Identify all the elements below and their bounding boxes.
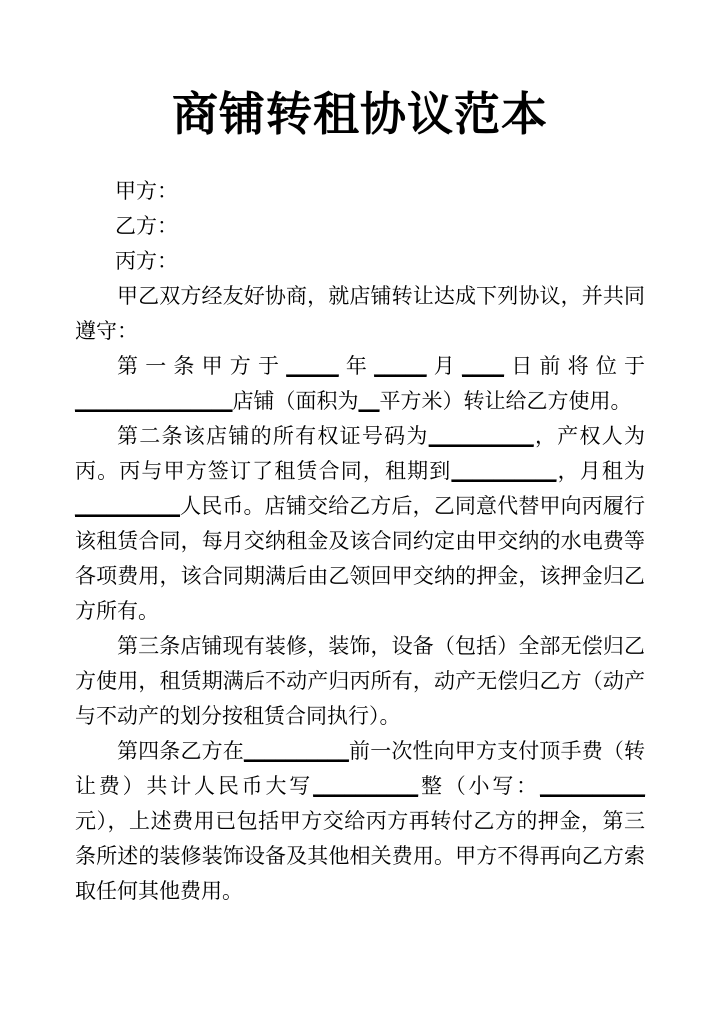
text-run: 日前将位于 [504, 354, 646, 378]
text-run: ，月租为 [556, 459, 646, 483]
text-run: 第四条乙方在 [117, 739, 244, 763]
text-run: ，产权人为丙。丙与甲方签订了租赁合同，租期到 [75, 424, 646, 483]
article-1-paragraph [75, 349, 645, 419]
text-run: 月 [426, 354, 463, 378]
party-line-yifang: 乙方： [115, 214, 178, 238]
fill-in-blank[interactable]: __________ [540, 774, 645, 798]
fill-in-blank[interactable]: _____ [374, 354, 427, 378]
fill-in-blank[interactable]: __ [358, 389, 380, 413]
fill-in-blank[interactable]: _______________ [75, 389, 233, 413]
fill-in-blank[interactable]: __________ [243, 739, 349, 763]
party-line-jiafang: 甲方： [115, 179, 178, 203]
preamble-paragraph: 甲乙双方经友好协商，就店铺转让达成下列协议，并共同遵守： [75, 284, 645, 343]
party-line-bingfang: 丙方： [115, 249, 178, 273]
text-run: 整（小写： [418, 774, 540, 798]
article-3-paragraph [75, 629, 645, 734]
document-body [75, 138, 645, 909]
text-run: 年 [338, 354, 375, 378]
fill-in-blank[interactable]: _____ [286, 354, 339, 378]
article-4-paragraph [75, 734, 645, 909]
article-2-paragraph [75, 419, 645, 629]
text-run: 第二条该店铺的所有权证号码为 [117, 424, 429, 448]
text-run: 元），上述费用已包括甲方交给丙方再转付乙方的押金，第三条所述的装修装饰设备及其他相关费用。甲方不得再向乙方索取任何其他费用。 [75, 809, 645, 903]
page-title: 商铺转租协议范本 [172, 89, 548, 140]
text-run: 人民币。店铺交给乙方后，乙同意代替甲向丙履行该租赁合同，每月交纳租金及该合同约定由甲交纳的水电费等各项费用，该合同期满后由乙领回甲交纳的押金，该押金归乙方所有。 [75, 494, 645, 623]
fill-in-blank[interactable]: __________ [75, 494, 180, 518]
text-run: 平方米）转让给乙方使用。 [379, 389, 632, 413]
text-run: 第一条甲方于 [117, 354, 287, 378]
text-run: 店铺（面积为 [232, 389, 359, 413]
fill-in-blank[interactable]: ____ [462, 354, 505, 378]
fill-in-blank[interactable]: __________ [313, 774, 419, 798]
text-run: 前一次性向甲方支付顶手费（转让费）共计人民币大写 [75, 739, 646, 798]
fill-in-blank[interactable]: __________ [428, 424, 534, 448]
fill-in-blank[interactable]: __________ [451, 459, 557, 483]
text-run: 第三条店铺现有装修，装饰，设备（包括）全部无偿归乙方使用，租赁期满后不动产归丙所有，动产无偿归乙方（动产与不动产的划分按租赁合同执行）。 [75, 634, 645, 728]
